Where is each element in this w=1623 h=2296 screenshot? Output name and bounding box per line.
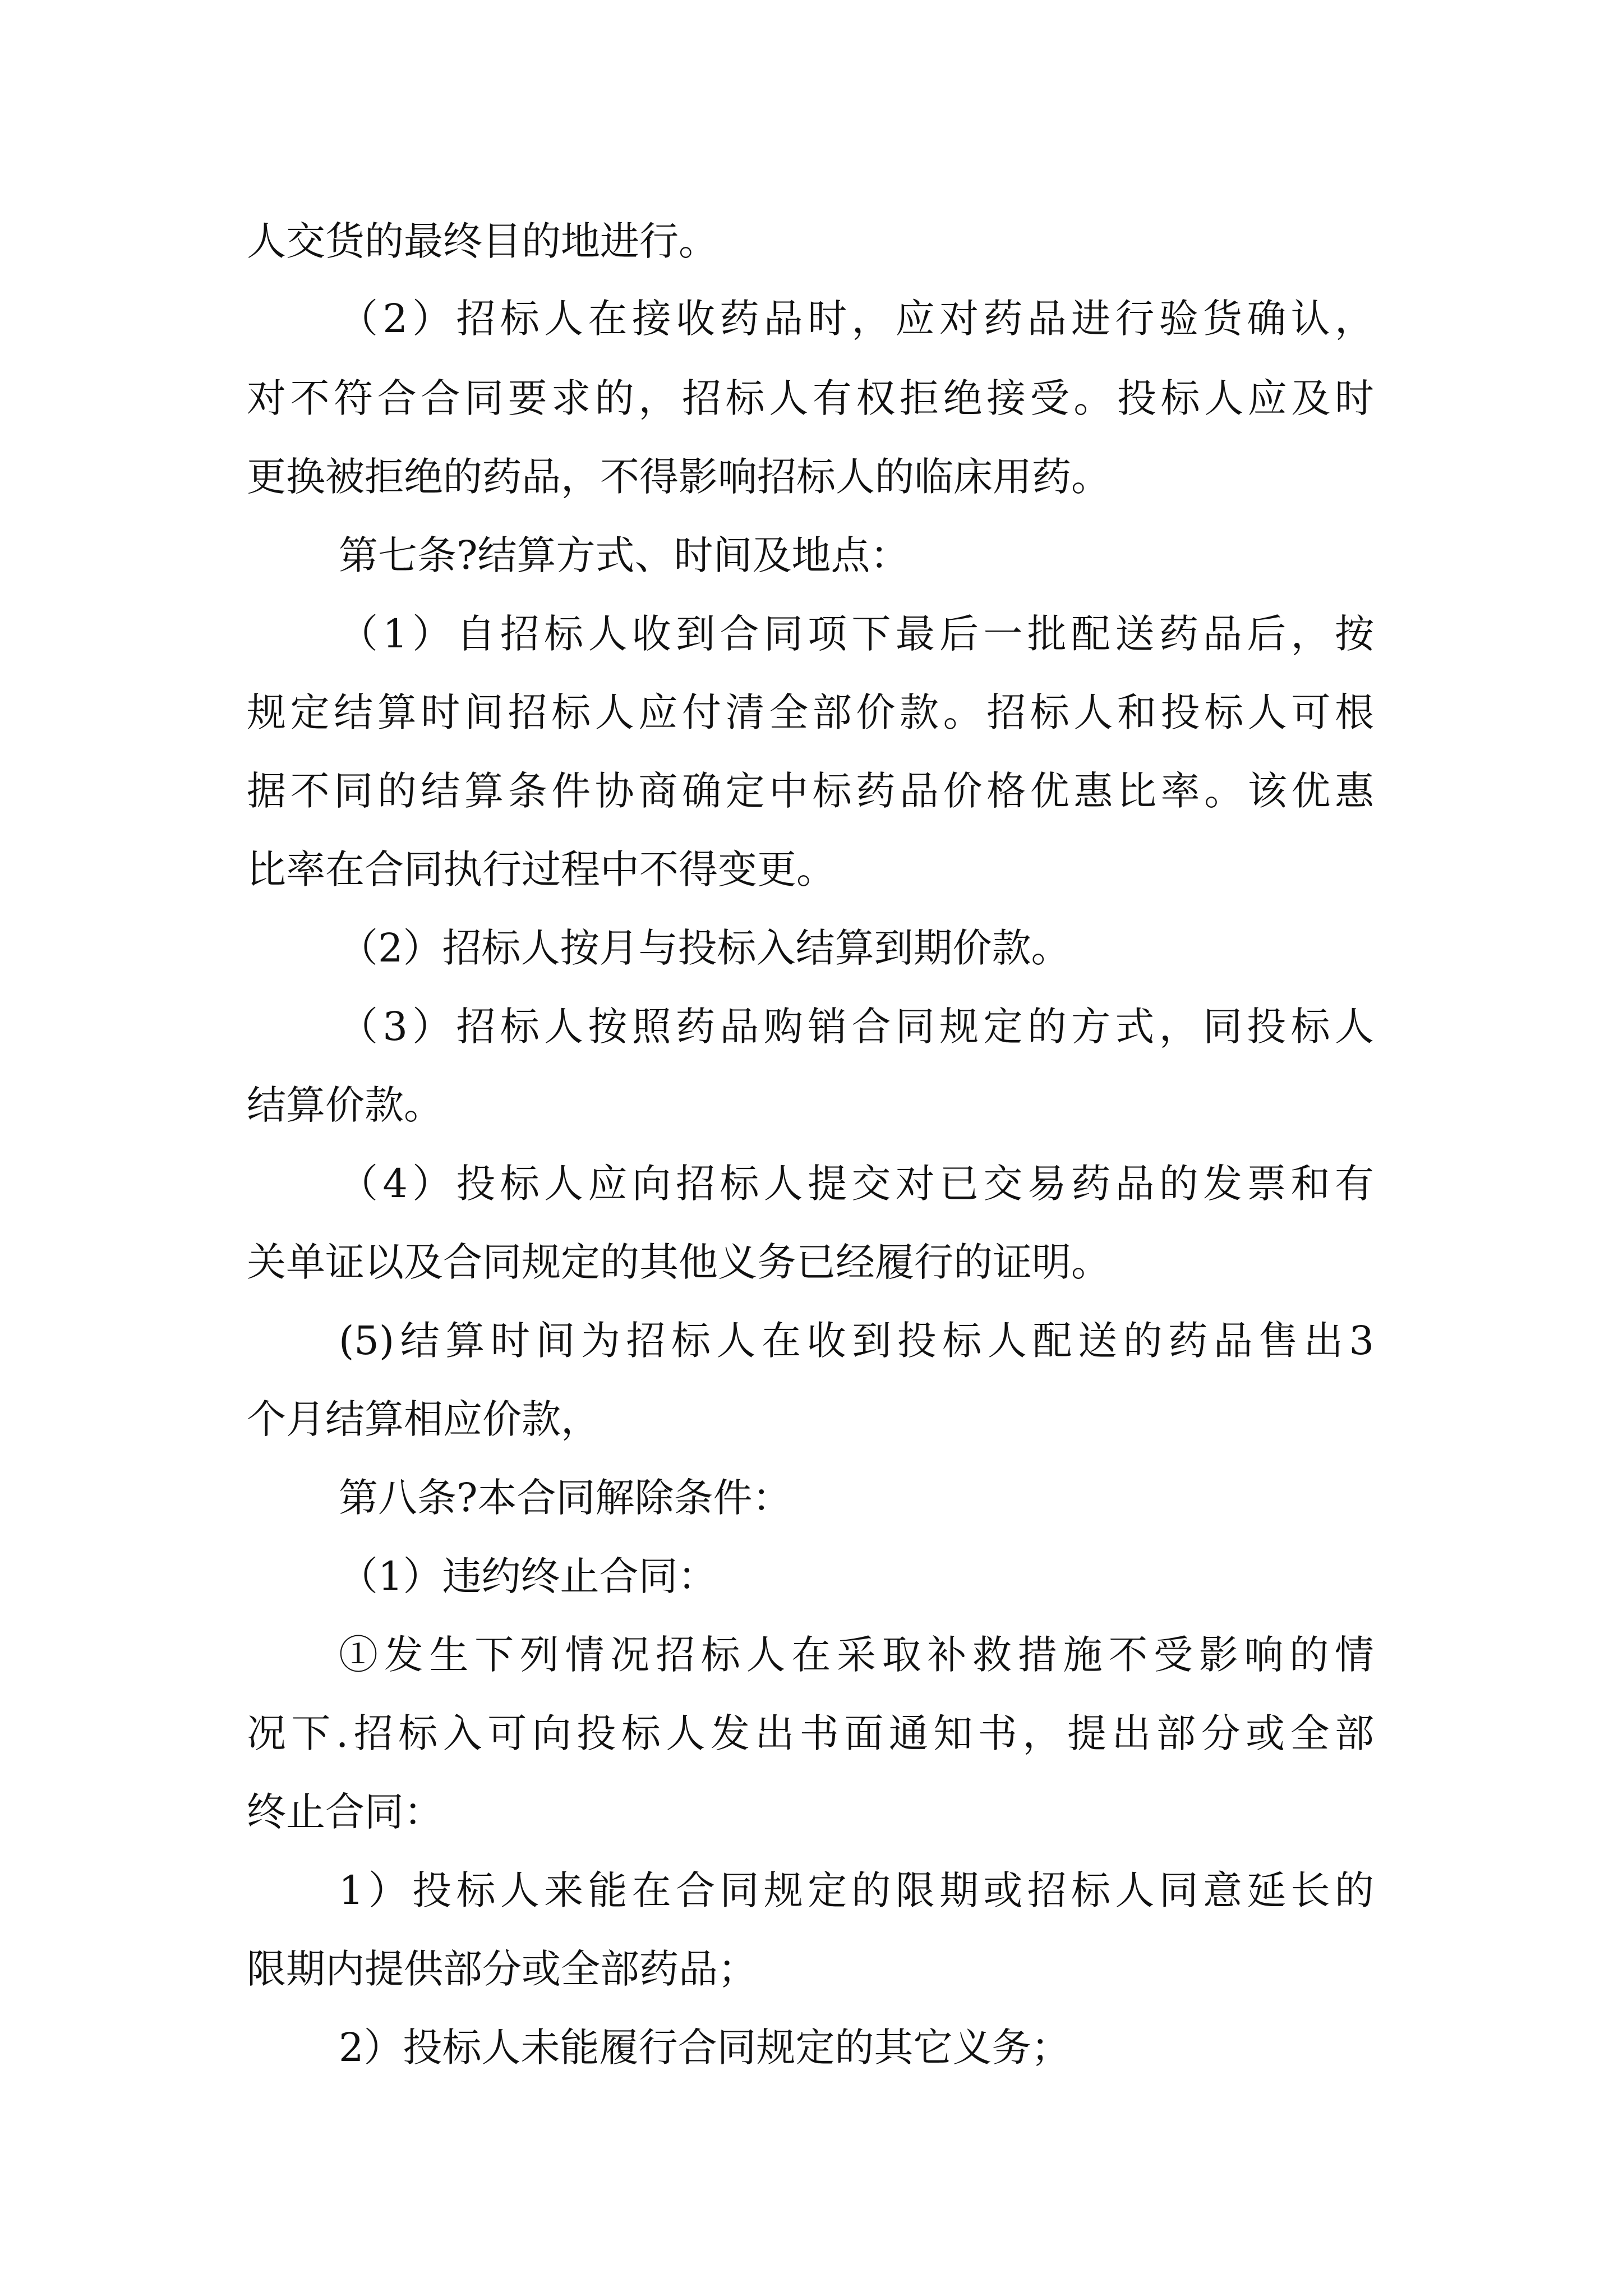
text-line: 2）投标人未能履行合同规定的其它义务； [339,2024,1071,2070]
section-heading: 第八条?本合同解除条件： [339,1475,792,1521]
text-line: 结算价款。 [247,1082,443,1128]
text-line: 规定结算时间招标人应付清全部价款。招标人和投标人可根 [247,689,1374,735]
text-line: 1）投标人来能在合同规定的限期或招标人同意延长的 [339,1867,1374,1913]
text-line: (5)结算时间为招标人在收到投标人配送的药品售出3 [339,1318,1374,1364]
text-line: 比率在合同执行过程中不得变更。 [247,846,836,892]
text-line: （1）自招标人收到合同项下最后一批配送药品后，按 [339,611,1374,657]
text-line: （1）违约终止合同： [339,1553,717,1599]
text-line: 况下.招标入可向投标人发出书面通知书，提出部分或全部 [247,1710,1374,1756]
text-line: （4）投标人应向招标人提交对已交易药品的发票和有 [339,1161,1374,1207]
text-line: 据不同的结算条件协商确定中标药品价格优惠比率。该优惠 [247,768,1374,814]
text-line: 人交货的最终目的地进行。 [247,218,718,264]
text-line: 关单证以及合同规定的其他义务已经履行的证明。 [247,1239,1110,1285]
text-line: ①发生下列情况招标人在采取补救措施不受影响的情 [339,1632,1374,1678]
section-heading: 第七条?结算方式、时间及地点： [339,532,910,578]
text-line: 终止合同： [247,1789,443,1835]
text-line: （2）招标人按月与投标入结算到期价款。 [339,925,1071,971]
text-line: 对不符合合同要求的，招标人有权拒绝接受。投标人应及时 [247,375,1374,421]
text-line: （3）招标人按照药品购销合同规定的方式，同投标人 [339,1004,1374,1050]
text-line: 个月结算相应价款， [247,1396,600,1442]
text-line: 更换被拒绝的药品，不得影响招标人的临床用药。 [247,454,1110,500]
text-line: 限期内提供部分或全部药品； [247,1946,757,1992]
text-line: （2）招标人在接收药品时，应对药品进行验货确认， [339,296,1374,342]
